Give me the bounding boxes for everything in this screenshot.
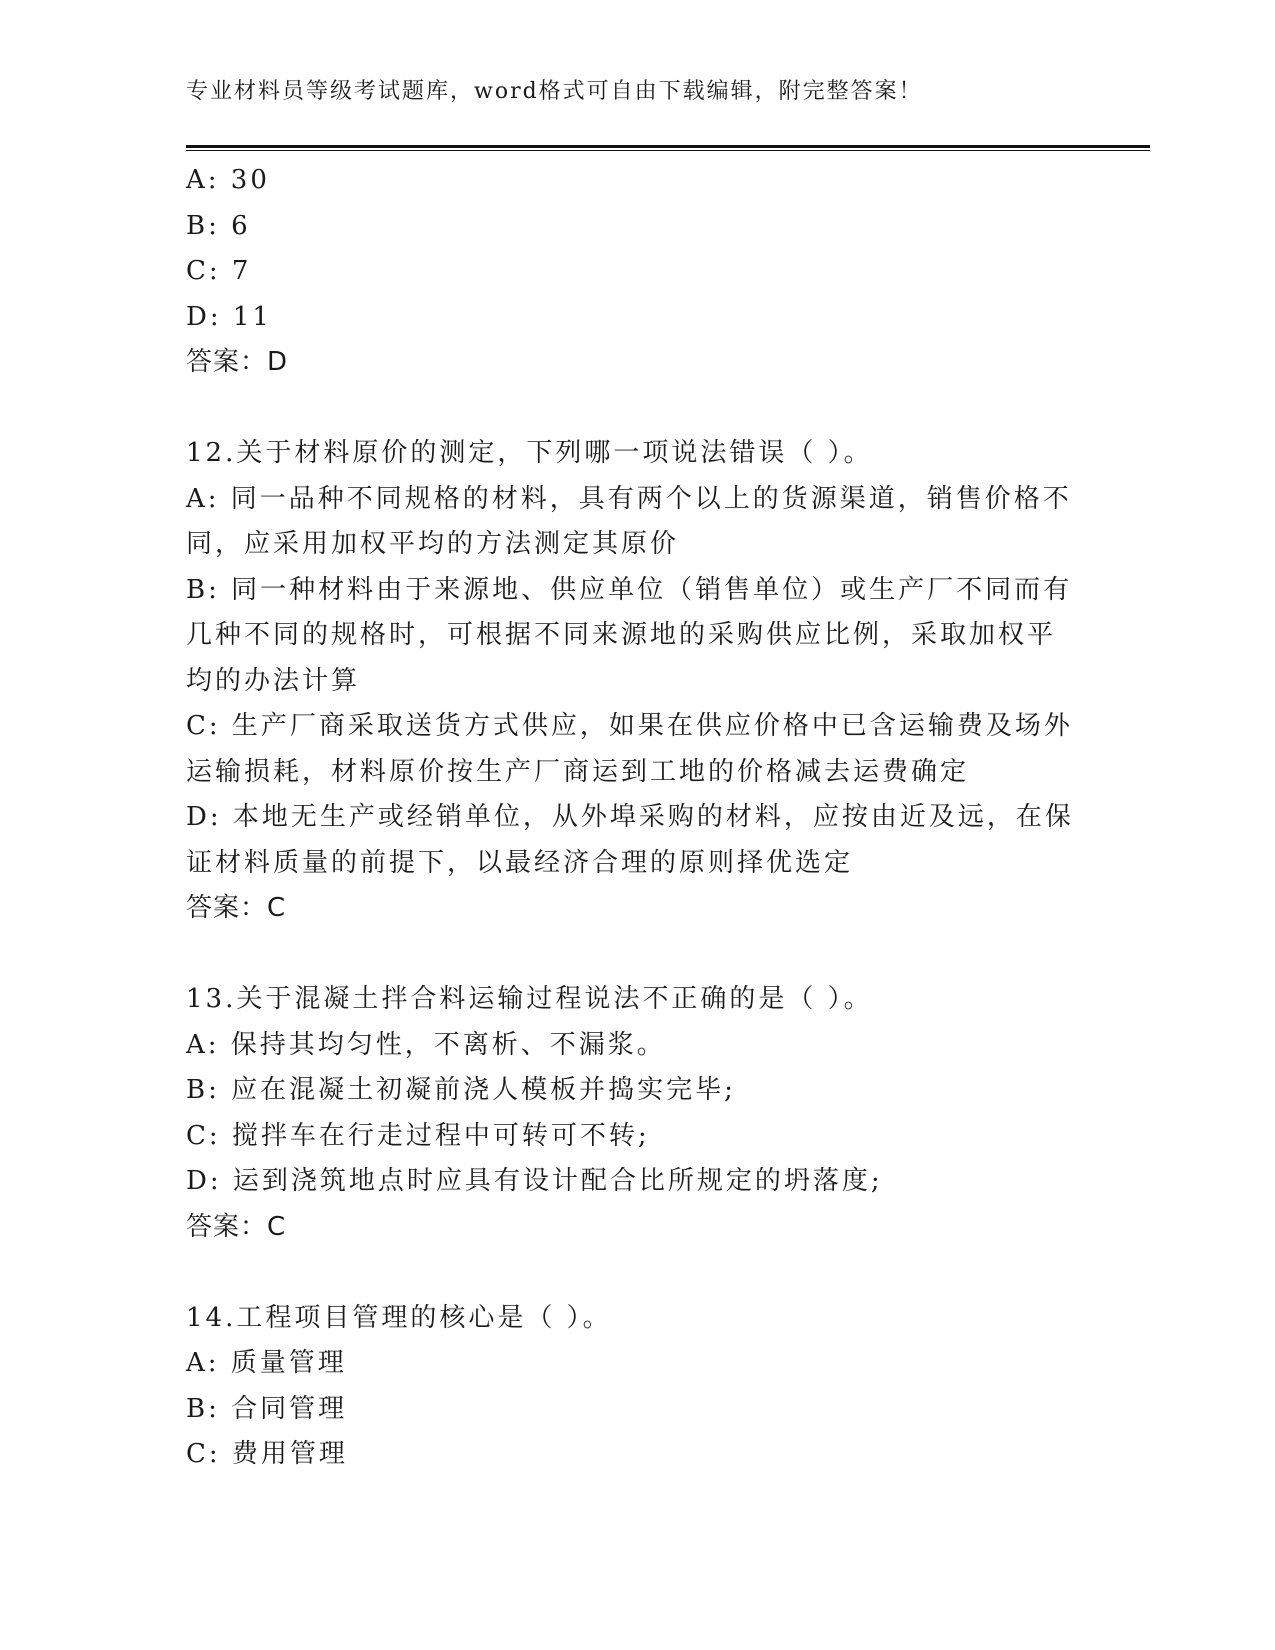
option-a-line-2: 同，应采用加权平均的方法测定其原价 — [186, 529, 680, 559]
question-stem: 12.关于材料原价的测定，下列哪一项说法错误（ ）。 — [186, 438, 873, 468]
option-d-line-1: D: 本地无生产或经销单位，从外埠采购的材料，应按由近及远，在保 — [186, 802, 1074, 832]
option-b-line-1: B: 同一种材料由于来源地、供应单位（销售单位）或生产厂不同而有 — [186, 574, 1073, 605]
answer: 答案：C — [186, 893, 287, 923]
header-rule-thin — [186, 150, 1150, 151]
option-c-line-1: C: 生产厂商采取送货方式供应，如果在供应价格中已含运输费及场外 — [186, 711, 1073, 741]
option-c: C: 搅拌车在行走过程中可转可不转; — [186, 1120, 650, 1151]
option-b-line-3: 均的办法计算 — [186, 665, 361, 696]
page-header: 专业材料员等级考试题库，word格式可自由下载编辑，附完整答案！ — [186, 79, 923, 104]
option-b: B: 合同管理 — [186, 1393, 348, 1424]
option-d-line-2: 证材料质量的前提下，以最经济合理的原则择优选定 — [186, 847, 854, 878]
option-b: B: 应在混凝土初凝前浇人模板并捣实完毕; — [186, 1075, 736, 1105]
option-c: C: 7 — [186, 256, 252, 286]
option-a: A: 质量管理 — [186, 1348, 347, 1378]
question-11 — [186, 158, 1086, 386]
option-a-line-1: A: 同一品种不同规格的材料，具有两个以上的货源渠道，销售价格不 — [186, 483, 1072, 514]
question-content — [186, 158, 1086, 1478]
spacer — [186, 386, 1086, 432]
option-d: D: 运到浇筑地点时应具有设计配合比所规定的坍落度; — [186, 1166, 883, 1196]
question-12 — [186, 431, 1086, 932]
option-d: D: 11 — [186, 301, 272, 332]
question-13 — [186, 977, 1086, 1250]
option-c-line-2: 运输损耗，材料原价按生产厂商运到工地的价格减去运费确定 — [186, 756, 970, 787]
question-14 — [186, 1296, 1086, 1478]
option-a: A: 保持其均匀性，不离析、不漏浆。 — [186, 1029, 666, 1060]
spacer — [186, 932, 1086, 978]
spacer — [186, 1250, 1086, 1296]
option-b-line-2: 几种不同的规格时，可根据不同来源地的采购供应比例，采取加权平 — [186, 620, 1057, 650]
header-rule-thick — [186, 145, 1150, 148]
question-stem: 13.关于混凝土拌合料运输过程说法不正确的是（ ）。 — [186, 984, 873, 1014]
question-stem: 14.工程项目管理的核心是（ ）。 — [186, 1302, 612, 1333]
option-c: C: 费用管理 — [186, 1439, 348, 1469]
answer: 答案：D — [186, 347, 289, 377]
answer: 答案：C — [186, 1211, 287, 1242]
option-b: B: 6 — [186, 210, 251, 241]
option-a: A: 30 — [186, 165, 270, 195]
